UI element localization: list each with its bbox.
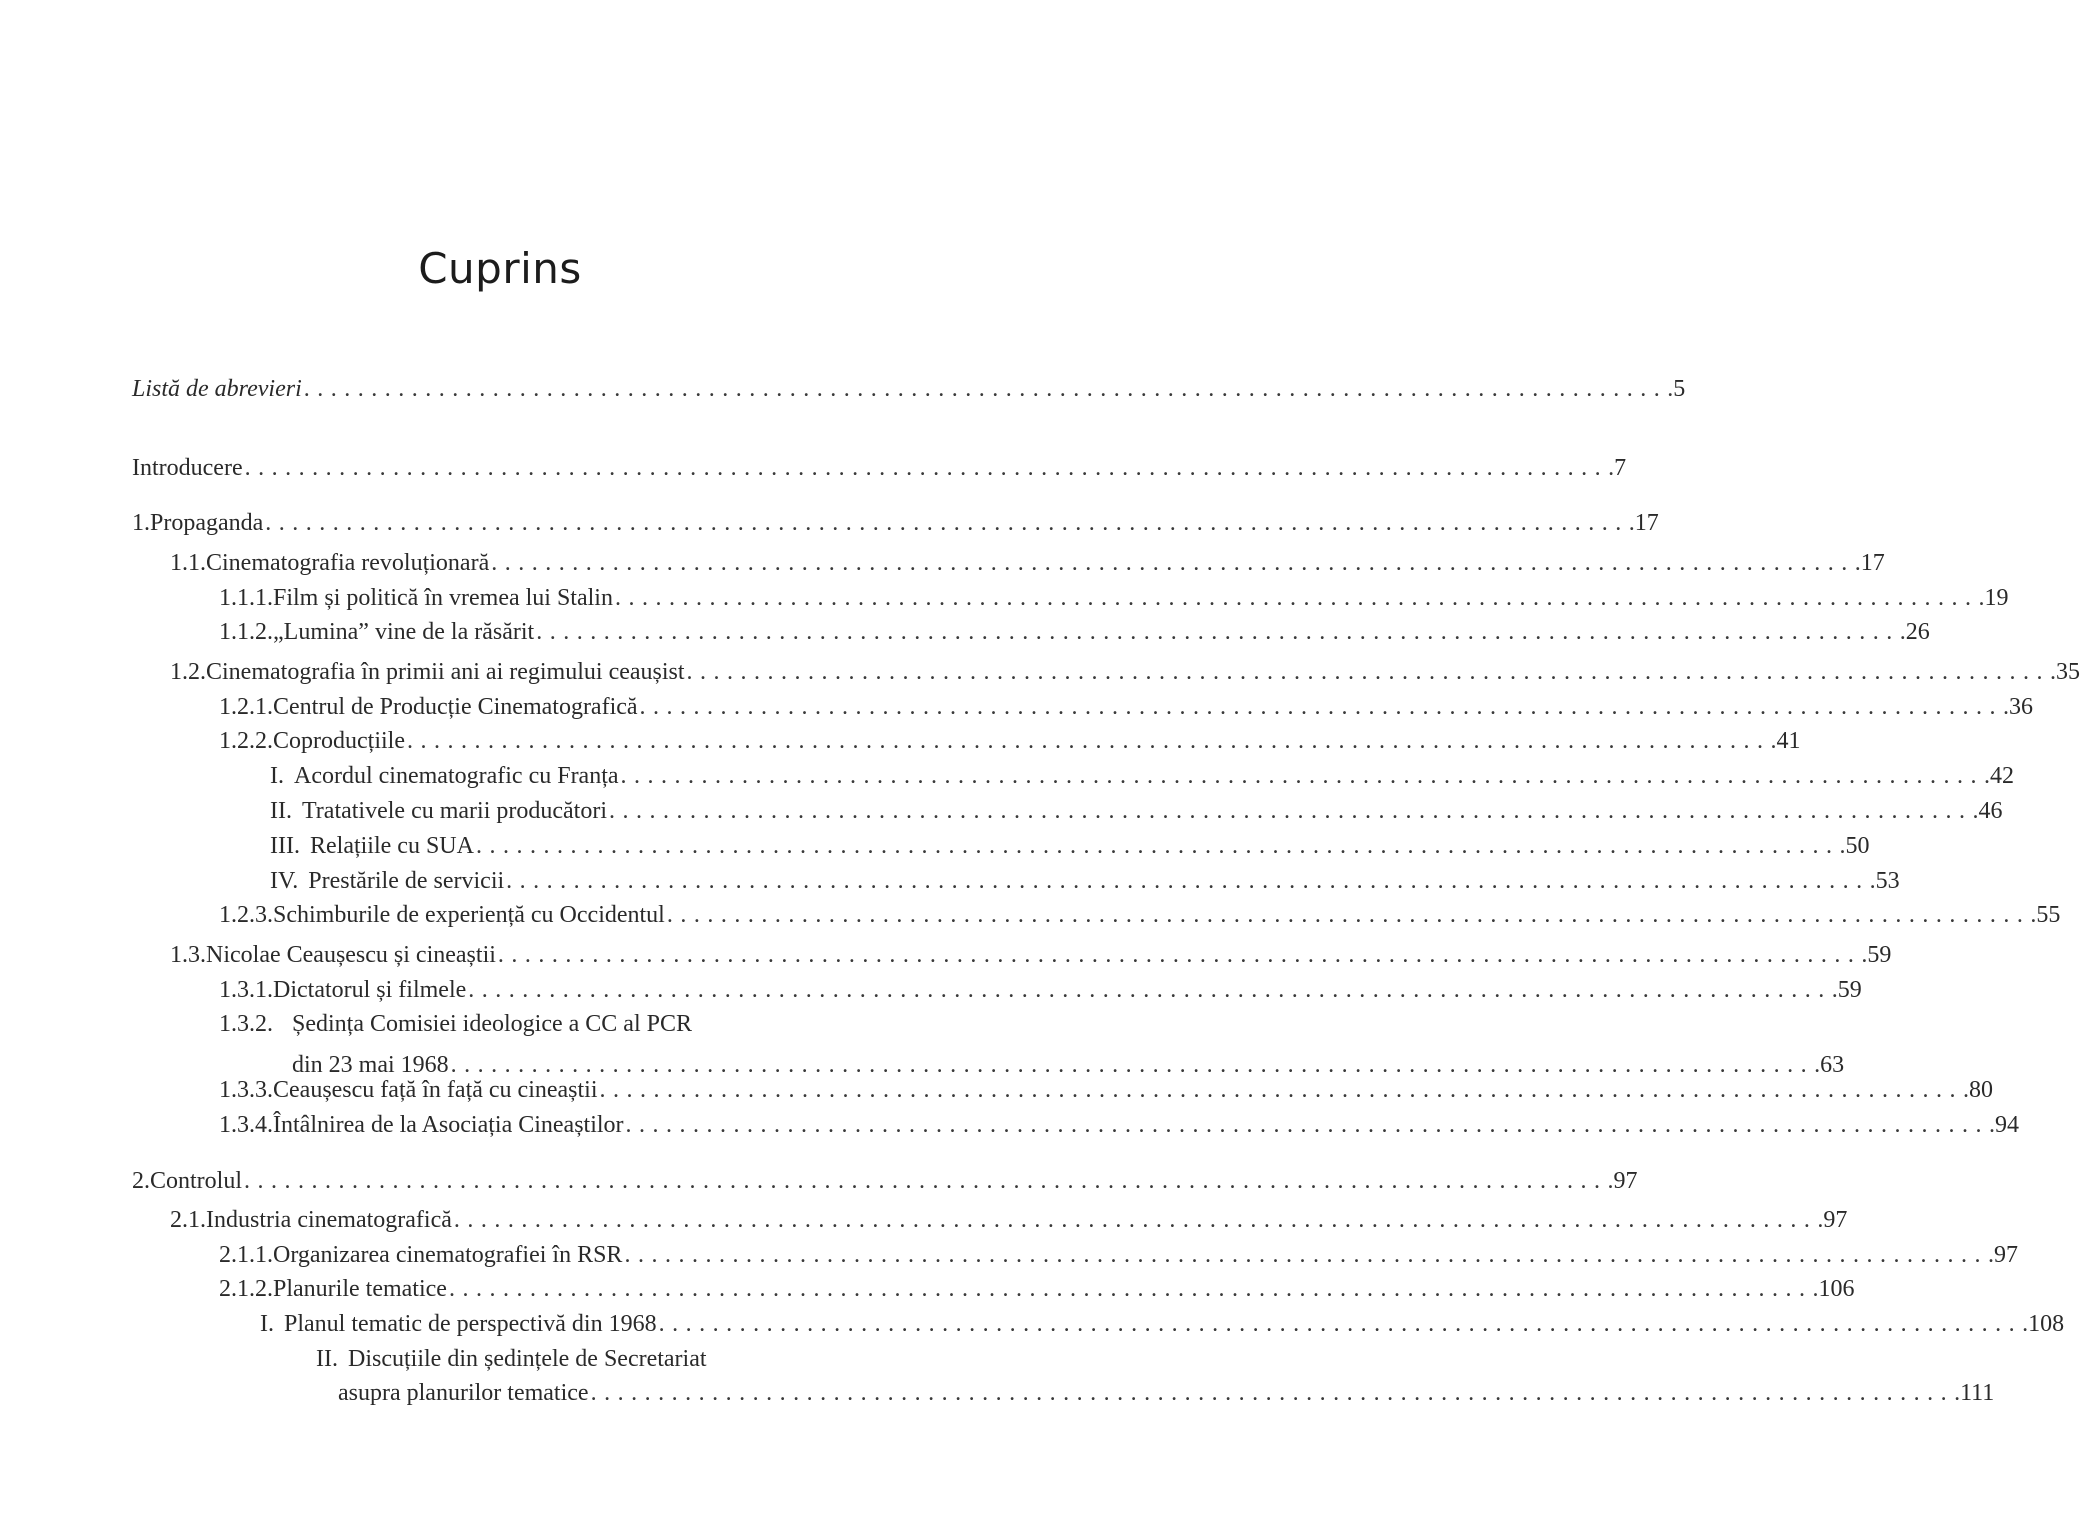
toc-entry-chapter-1[interactable] [132, 508, 1659, 538]
toc-entry-subsection-1-1-2[interactable] [219, 617, 1930, 647]
toc-entry-label: Relațiile cu SUA [309, 833, 474, 859]
toc-entry-subsection-1-1-1[interactable] [219, 583, 2009, 613]
toc-entry-page: 106 [1818, 1276, 1855, 1302]
toc-entry-section-1-1[interactable] [170, 548, 1885, 578]
toc-entry-subsection-2-1-2[interactable] [219, 1274, 1855, 1304]
toc-entry-label: Introducere [132, 455, 243, 481]
toc-entry-subsection-2-1-1[interactable] [219, 1240, 2018, 1270]
toc-entry-label: Planul tematic de perspectivă din 1968 [284, 1311, 657, 1337]
dot-leader [304, 374, 1674, 404]
toc-entry-number: 2.1.1. [219, 1242, 273, 1268]
toc-entry-page: 63 [1820, 1052, 1845, 1078]
toc-entry-page: 94 [1995, 1112, 2020, 1138]
toc-entry-label: Discuțiile din ședințele de Secretariat [348, 1346, 707, 1372]
dot-leader [621, 761, 1991, 791]
toc-entry-page: 59 [1837, 977, 1862, 1003]
dot-leader [506, 866, 1876, 896]
toc-entry-number: II. [270, 798, 292, 824]
toc-entry-number: 1.2.1. [219, 694, 273, 720]
toc-entry-subsection-1-2-1[interactable] [219, 692, 2034, 722]
toc-entry-page: 17 [1860, 550, 1885, 576]
toc-entry-label: Organizarea cinematografiei în RSR [273, 1242, 623, 1268]
toc-entry-section-1-2[interactable] [170, 657, 2080, 687]
toc-entry-section-1-3[interactable] [170, 940, 1892, 970]
toc-entry-label: Cinematografia în primii ani ai regimului ceaușist [206, 659, 685, 685]
toc-entry-section-2-1[interactable] [170, 1205, 1848, 1235]
dot-leader [536, 617, 1906, 647]
dot-leader [687, 657, 2057, 687]
dot-leader [624, 1240, 1994, 1270]
toc-entry-label: Dictatorul și filmele [273, 977, 467, 1003]
dot-leader [449, 1274, 1819, 1304]
toc-entry-label: Cinematografia revoluționară [206, 550, 490, 576]
dot-leader [591, 1378, 1961, 1408]
dot-leader [609, 796, 1979, 826]
toc-entry-subsection-1-2-3[interactable] [219, 900, 2061, 930]
toc-entry-page: 97 [1613, 1168, 1638, 1194]
toc-entry-label: Industria cinematografică [206, 1207, 452, 1233]
dot-leader [491, 548, 1861, 578]
toc-entry-label: Întâlnirea de la Asociația Cineaștilor [273, 1112, 624, 1138]
toc-entry-chapter-2[interactable] [132, 1166, 1638, 1196]
toc-entry-subsection-1-3-2[interactable] [219, 1009, 1845, 1080]
toc-entry-number: 1.2.2. [219, 728, 273, 754]
toc-entry-number: 1.3.4. [219, 1112, 273, 1138]
toc-entry-page: 41 [1776, 728, 1801, 754]
toc-entry-number: I. [260, 1311, 274, 1337]
toc-entry-item-coproductions-1[interactable] [270, 761, 2015, 791]
dot-leader [626, 1110, 1996, 1140]
toc-entry-item-coproductions-4[interactable] [270, 866, 1900, 896]
toc-entry-page: 42 [1990, 763, 2015, 789]
toc-entry-number: 1.2.3. [219, 902, 273, 928]
toc-entry-label: „Lumina” vine de la răsărit [273, 619, 535, 645]
toc-entry-number: 1.1. [170, 550, 206, 576]
page-title: Cuprins [418, 244, 582, 293]
dot-leader [498, 940, 1868, 970]
toc-entry-label: Schimburile de experiență cu Occidentul [273, 902, 665, 928]
toc-entry-subsection-1-3-3[interactable] [219, 1075, 1994, 1105]
toc-entry-number: 2. [132, 1168, 150, 1194]
toc-entry-page: 46 [1978, 798, 2003, 824]
toc-entry-number: IV. [270, 868, 299, 894]
dot-leader [245, 453, 1615, 483]
toc-entry-item-plans-1[interactable] [260, 1309, 2065, 1339]
dot-leader [407, 726, 1777, 756]
dot-leader [640, 692, 2010, 722]
toc-entry-introduction[interactable] [132, 453, 1627, 483]
dot-leader [659, 1309, 2029, 1339]
dot-leader [615, 583, 1985, 613]
toc-entry-item-plans-2[interactable] [260, 1344, 1995, 1408]
toc-entry-label: Ceaușescu față în față cu cineaștii [273, 1077, 598, 1103]
toc-entry-number: 1.1.1. [219, 585, 273, 611]
toc-entry-page: 55 [2036, 902, 2061, 928]
toc-entry-label: Planurile tematice [273, 1276, 447, 1302]
toc-entry-number: 1. [132, 510, 150, 536]
toc-entry-page: 111 [1960, 1380, 1995, 1406]
toc-entry-page: 97 [1823, 1207, 1848, 1233]
toc-entry-page: 97 [1993, 1242, 2018, 1268]
toc-entry-label: Coproducțiile [273, 728, 405, 754]
toc-entry-label: Film și politică în vremea lui Stalin [273, 585, 613, 611]
toc-entry-number: 1.3. [170, 942, 206, 968]
toc-entry-number: 1.3.1. [219, 977, 273, 1003]
toc-entry-label-continued: din 23 mai 1968 [292, 1052, 449, 1078]
toc-entry-number: 1.3.3. [219, 1077, 273, 1103]
toc-entry-label: Nicolae Ceaușescu și cineaștii [206, 942, 496, 968]
toc-entry-number: III. [270, 833, 300, 859]
toc-entry-number: 2.1. [170, 1207, 206, 1233]
dot-leader [476, 831, 1846, 861]
toc-entry-page: 50 [1845, 833, 1870, 859]
toc-entry-item-coproductions-2[interactable] [270, 796, 2003, 826]
toc-entry-page: 17 [1634, 510, 1659, 536]
toc-entry-number: I. [270, 763, 284, 789]
dot-leader [600, 1075, 1970, 1105]
toc-entry-number: 1.3.2. [219, 1011, 273, 1037]
toc-entry-label: Prestările de servicii [308, 868, 505, 894]
toc-entry-page: 7 [1614, 455, 1627, 481]
toc-entry-number: II. [316, 1346, 338, 1372]
toc-entry-page: 19 [1984, 585, 2009, 611]
toc-entry-subsection-1-2-2[interactable] [219, 726, 1801, 756]
toc-entry-abbreviations[interactable] [132, 374, 1686, 404]
toc-entry-page: 80 [1969, 1077, 1994, 1103]
toc-entry-page: 5 [1673, 376, 1686, 402]
dot-leader [244, 1166, 1614, 1196]
toc-entry-page: 53 [1875, 868, 1900, 894]
toc-entry-item-coproductions-3[interactable] [270, 831, 1870, 861]
toc-entry-number: 1.1.2. [219, 619, 273, 645]
toc-entry-label-continued: asupra planurilor tematice [338, 1380, 589, 1406]
toc-entry-page: 35 [2056, 659, 2080, 685]
toc-entry-label: Acordul cinematografic cu Franța [294, 763, 619, 789]
toc-entry-page: 26 [1905, 619, 1930, 645]
toc-entry-label: Propaganda [150, 510, 264, 536]
dot-leader [667, 900, 2037, 930]
dot-leader [454, 1205, 1824, 1235]
toc-entry-label: Ședința Comisiei ideologice a CC al PCR [292, 1011, 692, 1037]
toc-entry-label: Listă de abrevieri [132, 376, 302, 402]
dot-leader [468, 975, 1838, 1005]
toc-entry-page: 108 [2028, 1311, 2065, 1337]
toc-entry-label: Tratativele cu marii producători [301, 798, 607, 824]
toc-entry-page: 59 [1867, 942, 1892, 968]
toc-entry-subsection-1-3-1[interactable] [219, 975, 1862, 1005]
dot-leader [265, 508, 1635, 538]
toc-entry-number: 2.1.2. [219, 1276, 273, 1302]
toc-entry-label: Centrul de Producție Cinematografică [273, 694, 638, 720]
toc-entry-label: Controlul [150, 1168, 243, 1194]
toc-entry-number: 1.2. [170, 659, 206, 685]
toc-entry-page: 36 [2009, 694, 2034, 720]
toc-entry-subsection-1-3-4[interactable] [219, 1110, 2020, 1140]
